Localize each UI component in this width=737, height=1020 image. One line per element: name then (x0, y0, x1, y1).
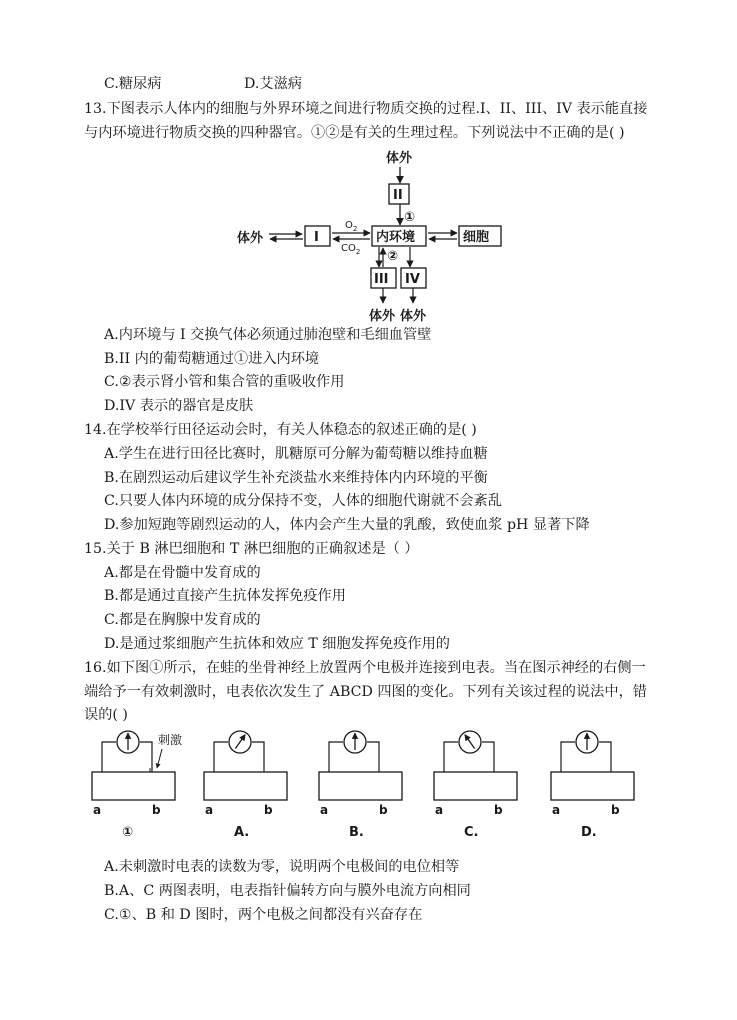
nerve-end-a: a (552, 803, 561, 817)
q16-option-b: B.A、C 两图表明，电表指针偏转方向与膜外电流方向相同 (104, 883, 471, 899)
q12-option-d: D.艾滋病 (244, 76, 302, 92)
q16-option-c: C.①、B 和 D 图时，两个电极之间都没有兴奋存在 (104, 907, 423, 923)
q13-stem-line2: 与内环境进行物质交换的四种器官。①②是有关的生理过程。下列说法中不正确的是( ) (84, 125, 625, 141)
electrode-wire-right (482, 742, 494, 772)
panel-label: ① (122, 825, 134, 840)
nerve-fiber (204, 772, 287, 800)
diagram-left-outside: 体外 (237, 231, 264, 246)
nerve-end-a: a (93, 803, 102, 817)
q13-option-c: C.②表示肾小管和集合管的重吸收作用 (104, 374, 345, 390)
q13-option-b: B.II 内的葡萄糖通过①进入内环境 (104, 351, 320, 367)
q14-stem: 14.在学校举行田径运动会时，有关人体稳态的叙述正确的是( ) (84, 422, 477, 438)
electrode-wire-left (329, 742, 343, 772)
diagram-label-I: I (314, 230, 319, 245)
q15-stem: 15.关于 B 淋巴细胞和 T 淋巴细胞的正确叙述是（ ） (84, 541, 419, 557)
diagram-top-outside: 体外 (386, 151, 413, 166)
q15-option-d: D.是通过浆细胞产生抗体和效应 T 细胞发挥免疫作用的 (104, 636, 450, 652)
nerve-end-b: b (379, 803, 388, 817)
nerve-end-a: a (435, 803, 444, 817)
electrode-wire-right (367, 742, 379, 772)
electrode-wire-right (252, 742, 264, 772)
q14-option-b: B.在剧烈运动后建议学生补充淡盐水来维持体内内环境的平衡 (104, 470, 488, 486)
q13-option-d: D.IV 表示的器官是皮肤 (104, 398, 254, 414)
q14-option-c: C.只要人体内环境的成分保持不变，人体的细胞代谢就不会紊乱 (104, 493, 502, 509)
q12-option-c: C.糖尿病 (104, 76, 162, 92)
electrode-wire-left (444, 742, 458, 772)
stimulus-label: 刺激 (158, 733, 183, 747)
q15-option-b: B.都是通过直接产生抗体发挥免疫作用 (104, 588, 346, 604)
nerve-end-a: a (205, 803, 214, 817)
q16-stem-line2: 端给予一有效刺激时，电表依次发生了 ABCD 四图的变化。下列有关该过程的说法中，错 (84, 684, 647, 700)
q13-stem-line1: 13.下图表示人体内的细胞与外界环境之间进行物质交换的过程.I、II、III、IV 表示能直接 (84, 101, 648, 117)
electrode-wire-left (214, 742, 228, 772)
q16-stem-line3: 误的( ) (84, 707, 128, 723)
q16-stem-line1: 16.如下图①所示，在蛙的坐骨神经上放置两个电极并连接到电表。当在图示神经的右侧一 (84, 660, 646, 676)
electrode-wire-right (140, 742, 152, 772)
electrode-wire-right (599, 742, 611, 772)
panel-label: A. (234, 825, 250, 840)
panel-label: C. (464, 825, 479, 840)
q16-nerve-figure (0, 728, 737, 843)
diagram-label-II: II (393, 188, 403, 203)
nerve-end-a: a (320, 803, 329, 817)
diagram-label-IV: IV (405, 272, 420, 287)
diagram-o2: $O_2$ (345, 220, 358, 233)
electrode-wire-left (561, 742, 575, 772)
nerve-end-b: b (152, 803, 161, 817)
q15-option-c: C.都是在胸腺中发育成的 (104, 612, 261, 628)
nerve-end-b: b (494, 803, 503, 817)
diagram-label-inner-env: 内环境 (376, 230, 416, 245)
diagram-bottom-outside-left: 体外 (369, 309, 396, 324)
q14-option-a: A.学生在进行田径比赛时，肌糖原可分解为葡萄糖以维持血糖 (104, 446, 488, 462)
q15-option-a: A.都是在骨髓中发育成的 (104, 565, 261, 581)
nerve-fiber (92, 772, 175, 800)
panel-label: B. (349, 825, 364, 840)
electrode-wire-left (102, 742, 116, 772)
diagram-process-2: ② (387, 249, 399, 264)
nerve-fiber (434, 772, 517, 800)
nerve-fiber (551, 772, 634, 800)
q13-option-a: A.内环境与 I 交换气体必须通过肺泡壁和毛细血管壁 (104, 327, 432, 343)
nerve-end-b: b (611, 803, 620, 817)
diagram-bottom-outside-right: 体外 (400, 309, 427, 324)
q13-exchange-diagram (0, 148, 737, 328)
diagram-label-cell: 细胞 (463, 230, 490, 245)
diagram-label-III: III (374, 272, 389, 287)
nerve-fiber (319, 772, 402, 800)
diagram-process-1: ① (404, 210, 416, 225)
q16-option-a: A.未刺激时电表的读数为零，说明两个电极间的电位相等 (104, 859, 460, 875)
diagram-co2: $CO_2$ (341, 243, 361, 256)
panel-label: D. (581, 825, 597, 840)
nerve-end-b: b (264, 803, 273, 817)
q14-option-d: D.参加短跑等剧烈运动的人，体内会产生大量的乳酸，致使血浆 pH 显著下降 (104, 517, 590, 533)
